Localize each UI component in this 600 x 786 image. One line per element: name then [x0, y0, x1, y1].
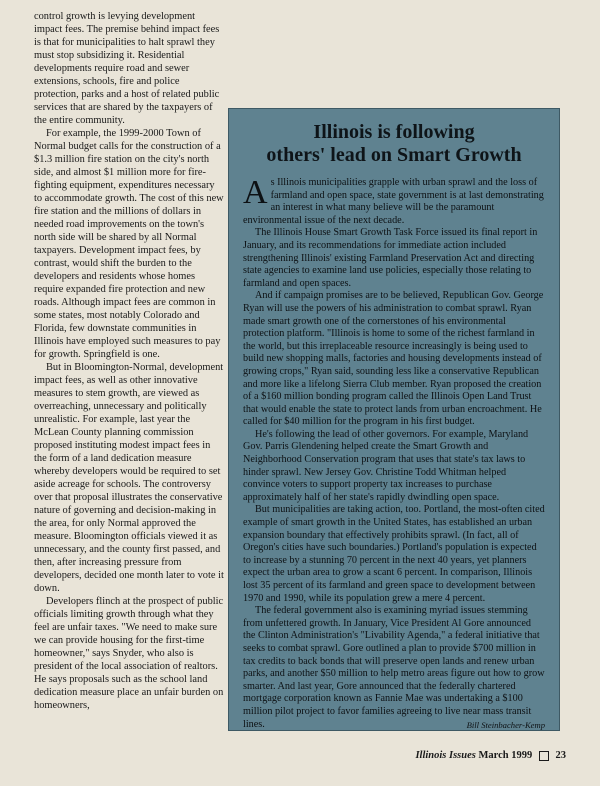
sidebar-paragraph: The federal government also is examining myriad issues stemming from unfettered growth. In January, Vice President Al Gore announced the Clinton Administration's "Livability Agenda," a federal initiative that seeks to combat sprawl. Gore outlined a plan to provide $700 million in tax credits to back bonds that will preserve open lands and renew urban parks, and another $50 million to help metro areas figure out how to grow smarter. And last year, Gore announced that the federally chartered mortgage corporation known as Fannie Mae was undertaking a $100 million pilot project to favor families agreeing to live near mass transit lines. [243, 605, 545, 730]
sidebar-body [243, 174, 545, 732]
sidebar-paragraph: The Illinois House Smart Growth Task Force issued its final report in January, and its recommendations for immediate action included strengthening Illinois' existing Farmland Preservation Act and directing state agencies to examine land use policies, especially those relating to farmland and open spaces. [243, 227, 538, 289]
page-footer [415, 750, 566, 761]
article-paragraph: control growth is levying development impact fees. The premise behind impact fees is that for municipalities to halt sprawl they must stop subsidizing it. Residential developments require road and sewer extensions, schools, fire and police protection, parks and a host of related public services that are shared by the taxpayers of the entire community. [34, 11, 220, 126]
sidebar-paragraph: And if campaign promises are to be believed, Republican Gov. George Ryan will use the powers of his administration to combat sprawl. Ryan made smart growth one of the cornerstones of his environmental protection platform. "Illinois is home to some of the richest farmland in the world, but this irreplaceable resource increasingly is being used to build new shopping malls, factories and housing developments instead of growing crops," Ryan said, sounding less like a conservative Republican and more like a lifelong Sierra Club member. Ryan proposed the creation of a $160 million bonding program called the Illinois Open Land Trust that would enable the state to protect lands from urban encroachment. He called for $40 million for the program in his first budget. [243, 290, 544, 428]
page-number: 23 [555, 750, 566, 761]
article-paragraph: Developers flinch at the prospect of public officials limiting growth through what they feel are unfair taxes. "We need to make sure we can provide housing for the first-time homeowner," says Snyder, who also is president of the local association of realtors. He says proposals such as the school land dedication measure place an unfair burden on homeowners, [34, 596, 224, 711]
smart-growth-sidebar [228, 108, 560, 731]
square-bullet-icon [539, 751, 549, 761]
article-paragraph: For example, the 1999-2000 Town of Normal budget calls for the construction of a $1.3 million fire station on the city's north side, and almost $1 million more for fire-fighting equipment, expenditures necessary to accommodate growth. The cost of this new fire station and the millions of dollars in needed road improvements on the town's north side will be shared by all Normal taxpayers. Development impact fees, by contrast, would shift the burden to the developers and residents whose homes require expanded fire protection and new roads. Although impact fees are common in some states, most notably Colorado and Florida, few downstate communities in Illinois have employed such measures to pay for growth. Springfield is one. [34, 128, 224, 360]
publication-name: Illinois Issues [415, 750, 476, 761]
sidebar-title-line-1: Illinois is following [313, 121, 475, 143]
sidebar-paragraph-text: s Illinois municipalities grapple with urban sprawl and the loss of farmland and open space, state government is at last demonstrating an interest in what many believe will be the paramount environmental issue of the next decade. [243, 177, 544, 226]
article-column [34, 10, 224, 712]
article-paragraph: But in Bloomington-Normal, development impact fees, as well as other innovative measures to stem growth, are viewed as overreaching, unnecessary and politically unrealistic. For example, last year the McLean County planning commission proposed instituting modest impact fees in the form of a land dedication measure whereby developers would be required to set aside acreage for schools. The controversy over that proposal illustrates the conservative nature of governing and decision-making in the area, for only Normal approved the measure. Bloomington officials viewed it as unnecessary, and the county first passed, and then, after increasing pressure from developers, decided one month later to vote it down. [34, 362, 224, 594]
sidebar-paragraph [243, 174, 545, 227]
sidebar-paragraph: But municipalities are taking action, too. Portland, the most-often cited example of smart growth in the United States, has established an urban expansion boundary that effectively prohibits sprawl. (In fact, all of Oregon's cities have such boundaries.) Portland's population is expected to increase by a stunning 70 percent in the next 40 years, yet planners expect the urban area to grow a scant 6 percent. In comparison, Illinois lost 35 percent of its farmland and green space to development between 1970 and 1990, while its population grew a mere 4 percent. [243, 504, 545, 604]
issue-date: March 1999 [478, 750, 533, 761]
sidebar-title-line-2: others' lead on Smart Growth [266, 144, 522, 166]
sidebar-paragraph: He's following the lead of other governors. For example, Maryland Gov. Parris Glendening helped create the Smart Growth and Neighborhood Conservation program that uses that state's tax laws to hinder sprawl. New Jersey Gov. Christine Todd Whitman helped convince voters to support property tax increases to purchase approximately half of her state's rapidly dwindling open space. [243, 428, 529, 503]
sidebar-title [243, 121, 545, 167]
drop-cap: A [243, 174, 268, 211]
sidebar-byline: Bill Steinbacher-Kemp [466, 720, 545, 731]
